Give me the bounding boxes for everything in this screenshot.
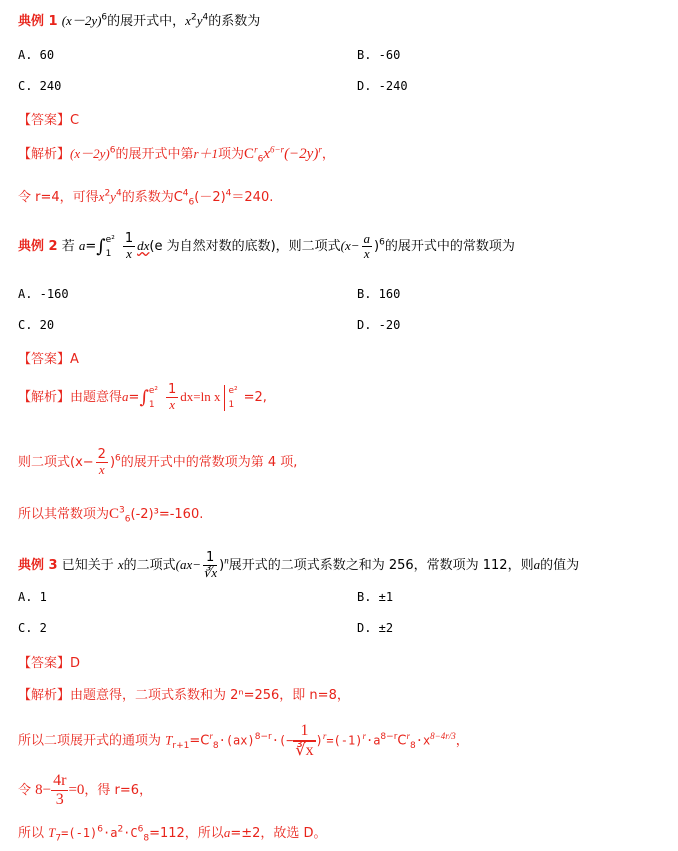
- ex2-sol3-binom: C: [109, 506, 120, 522]
- ex2-sol1-a: 由题意得: [70, 390, 123, 405]
- ex3-question-a: 已知关于: [61, 558, 114, 573]
- ex2-sol1-bar-low: 1: [228, 399, 235, 410]
- ex3-sol2-k: ，: [455, 733, 469, 749]
- ex3-sol4-c: =(-1): [61, 826, 98, 840]
- ex1-term-x: x: [185, 13, 191, 28]
- ex1-sol1-d: 项为: [218, 147, 245, 162]
- ex2-sol1-dx: dx=ln x: [180, 389, 221, 404]
- ex2-bin-exp: 6: [379, 237, 385, 248]
- ex3-sol2-g: =(-1): [326, 733, 363, 748]
- ex2-question-a: 若: [61, 239, 75, 254]
- ex2-sol3-binom-sub: 6: [124, 514, 131, 525]
- ex2-bin-den: x: [363, 246, 370, 261]
- ex2-answer: 【答案】A: [18, 352, 79, 367]
- ex3-sol4-e-sup: 6: [137, 824, 144, 835]
- ex2-solution-label: 【解析】: [18, 390, 71, 405]
- ex1-solution-line2: [18, 186, 273, 208]
- ex1-term-y: y: [196, 13, 203, 28]
- ex2-option-a: A. -160: [18, 287, 69, 301]
- ex3-sol2-T: T: [165, 732, 173, 748]
- ex2-sol1-bar-limits: [228, 384, 237, 412]
- ex3-sol4-f: =112，所以: [149, 826, 224, 841]
- ex3-bin-open: (ax−: [175, 557, 202, 572]
- ex1-expr: (x－2y): [61, 13, 102, 28]
- ex1-solution-label: 【解析】: [18, 147, 71, 162]
- ex1-sol1-c: r＋1: [193, 146, 219, 161]
- ex3-solution-line3: [18, 772, 152, 809]
- ex2-option-d: D. -20: [357, 318, 401, 332]
- ex2-frac-num: 1: [124, 231, 134, 246]
- ex2-frac-den: x: [126, 246, 132, 261]
- ex3-sol3-d: ，得 r=6，: [84, 783, 153, 798]
- ex3-solution-line2: [18, 722, 469, 760]
- ex2-bin-num: a: [363, 231, 371, 246]
- ex3-sol2-frac: [293, 722, 315, 760]
- ex3-sol3-b: 8−: [35, 782, 52, 798]
- ex3-question-x: x: [117, 557, 124, 572]
- ex3-bin-exp: n: [224, 555, 229, 566]
- ex2-frac: [123, 232, 135, 261]
- ex2-question: [18, 232, 515, 261]
- ex2-sol2-den: x: [98, 462, 105, 477]
- integral-sign: ∫: [96, 236, 106, 257]
- ex1-option-d: D. -240: [357, 79, 408, 93]
- ex1-expr-exp: 6: [101, 12, 108, 23]
- ex1-sol1-binom-sup: r: [254, 144, 258, 155]
- ex3-sol4-d-sup: 2: [117, 824, 124, 835]
- ex1-option-a: A. 60: [18, 48, 55, 62]
- ex1-question-mid: 的展开式中，: [107, 14, 186, 29]
- ex3-sol2-j-sup: 8−4r/3: [430, 731, 456, 742]
- ex3-question-b: 的二项式: [123, 558, 176, 573]
- ex3-sol2-j: ·x: [415, 733, 431, 748]
- ex3-sol3-frac: [51, 772, 68, 809]
- ex2-sol2-exp: 6: [115, 453, 121, 464]
- ex1-question: [18, 10, 260, 29]
- ex1-option-b: B. -60: [357, 48, 401, 62]
- ex1-sol1-g: (−2y): [284, 146, 319, 162]
- evaluation-bar: [224, 385, 225, 411]
- ex3-sol1-text: 由题意得，二项式系数和为 2ⁿ=256，即 n=8，: [70, 688, 350, 703]
- ex1-sol1-x: x: [263, 146, 270, 162]
- ex2-question-c: 的展开式中的常数项为: [384, 239, 515, 254]
- integral-sign: ∫: [139, 387, 149, 408]
- ex2-solution-line2: [18, 448, 297, 477]
- ex3-question-d: 的值为: [540, 558, 580, 573]
- ex3-sol4-T-sub: 7: [55, 833, 62, 844]
- ex1-sol2-binom-sup: 4: [182, 188, 189, 199]
- ex2-sol2-frac: [96, 448, 108, 477]
- ex1-sol2-x-sup: 2: [104, 188, 111, 199]
- ex3-sol3-a: 令: [18, 783, 32, 798]
- ex3-sol3-c: =0: [68, 782, 85, 798]
- ex2-sol1-upper: e²: [148, 385, 158, 396]
- ex3-option-a: A. 1: [18, 590, 47, 604]
- ex3-sol4-c-sup: 6: [97, 824, 103, 835]
- ex1-solution-line1: [18, 143, 335, 165]
- ex2-sol1-limits: [149, 384, 158, 412]
- ex3-sol2-g-sup: r: [362, 731, 366, 742]
- ex3-sol2-f-sup: r: [322, 731, 327, 742]
- ex2-sol1-frac-den: x: [169, 397, 176, 412]
- ex3-sol4-g: a: [223, 825, 231, 840]
- ex3-answer: 【答案】D: [18, 656, 81, 671]
- ex1-sol1-a: (x－2y): [70, 146, 110, 161]
- ex3-sol2-C-sup: r: [209, 731, 213, 742]
- ex2-solution-line1: [18, 383, 267, 412]
- ex2-sol1-eq: =: [128, 390, 140, 405]
- ex1-sol2-binom-sub: 6: [188, 197, 195, 208]
- ex2-bin-open: (x−: [340, 238, 360, 253]
- ex1-sol1-exp: 6: [109, 145, 116, 156]
- ex3-sol2-num: 1: [293, 722, 315, 741]
- ex3-bin-num: 1: [203, 551, 217, 566]
- ex2-sol1-frac: [166, 383, 178, 412]
- ex2-eq: =: [85, 239, 97, 254]
- ex2-option-b: B. 160: [357, 287, 401, 301]
- ex3-option-c: C. 2: [18, 621, 47, 635]
- ex3-sol2-h-sup: 8−r: [380, 732, 398, 743]
- ex1-label: 典例 1: [18, 14, 58, 29]
- ex2-var-a: a: [78, 238, 86, 253]
- ex2-sol2-b: ): [109, 455, 116, 470]
- ex3-sol2-i-sub: 8: [409, 741, 416, 752]
- ex3-sol2-i: C: [397, 733, 407, 749]
- ex1-sol1-x-sup: 6−r: [269, 144, 285, 155]
- ex1-question-end: 的系数为: [208, 14, 261, 29]
- ex2-label: 典例 2: [18, 239, 58, 254]
- ex1-sol1-g-sup: r: [318, 144, 322, 155]
- ex1-sol2-a: 令 r=4，可得: [18, 190, 99, 205]
- ex1-term-x-exp: 2: [190, 12, 197, 23]
- ex3-option-d: D. ±2: [357, 621, 394, 635]
- ex2-sol3-a: 所以其常数项为: [18, 507, 110, 522]
- ex1-sol2-f-sup: 4: [225, 188, 232, 199]
- ex2-sol3-binom-sup: 3: [119, 505, 125, 516]
- ex2-solution-line3: [18, 503, 203, 525]
- ex3-sol4-T: T: [48, 825, 56, 840]
- ex3-sol3-num: 4r: [53, 772, 67, 789]
- ex2-sol2-a: 则二项式(x−: [18, 455, 94, 470]
- ex3-solution-line4: [18, 822, 327, 844]
- ex2-sol2-num: 2: [97, 447, 106, 462]
- ex3-sol4-h: =±2，故选 D。: [230, 826, 327, 841]
- ex2-lower: 1: [105, 248, 112, 259]
- ex3-sol2-d-sup: 8−r: [254, 732, 272, 743]
- ex3-sol2-a: 所以二项展开式的通项为: [18, 733, 162, 749]
- ex2-question-b: (e 为自然对数的底数)，则二项式: [149, 239, 341, 254]
- ex1-answer: 【答案】C: [18, 113, 80, 128]
- ex1-sol2-f: (－2): [194, 190, 226, 205]
- ex1-term-y-exp: 4: [202, 12, 209, 23]
- ex3-sol4-a: 所以: [18, 826, 45, 841]
- ex2-bin-frac: [362, 232, 373, 261]
- ex3-sol2-h: ·a: [365, 733, 381, 748]
- ex3-sol2-C-sub: 8: [212, 741, 219, 752]
- ex3-sol4-e: ·C: [123, 826, 138, 840]
- ex3-sol2-i-sup: r: [406, 731, 410, 742]
- ex2-sol1-frac-num: 1: [167, 382, 177, 397]
- ex3-question-c: 展开式的二项式系数之和为 256，常数项为 112，则: [228, 558, 534, 573]
- ex1-sol1-b: 的展开式中第: [115, 147, 194, 162]
- ex2-integral-limits: [106, 233, 115, 261]
- ex2-sol1-bar-up: e²: [228, 385, 238, 396]
- ex3-solution-line1: [18, 684, 350, 703]
- ex1-option-c: C. 240: [18, 79, 62, 93]
- ex2-sol2-c: 的展开式中的常数项为第 4 项,: [120, 455, 298, 470]
- ex3-sol2-C: =C: [189, 733, 210, 749]
- ex3-label: 典例 3: [18, 558, 58, 573]
- ex1-sol2-g: ＝240.: [231, 190, 274, 205]
- ex2-bin-close: ): [374, 239, 380, 254]
- ex3-bin-close: ): [219, 558, 225, 573]
- ex3-option-b: B. ±1: [357, 590, 394, 604]
- ex1-sol2-d: 的系数为: [121, 190, 174, 205]
- ex3-bin-den: ∛x: [203, 565, 218, 580]
- ex1-sol2-y: y: [110, 189, 116, 204]
- ex3-solution-label: 【解析】: [18, 688, 71, 703]
- ex3-question-var: a: [533, 557, 541, 572]
- ex3-sol3-den: 3: [55, 791, 64, 808]
- ex2-sol1-var: a: [122, 389, 129, 404]
- ex1-sol2-x: x: [98, 189, 105, 204]
- ex2-sol1-lower: 1: [148, 399, 155, 410]
- ex3-sol2-d: ·(ax): [218, 733, 255, 748]
- ex3-sol2-f: ): [315, 733, 323, 748]
- ex2-option-c: C. 20: [18, 318, 55, 332]
- ex1-sol1-binom-sub: 6: [257, 154, 264, 165]
- ex2-dx: dx: [137, 238, 150, 253]
- ex2-sol1-end: =2,: [243, 390, 267, 405]
- ex3-sol4-e-sub: 8: [143, 833, 150, 844]
- ex3-sol2-den: ∛x: [295, 742, 314, 759]
- ex3-sol2-T-sub: r+1: [172, 741, 190, 752]
- ex3-sol4-d: ·a: [102, 826, 118, 840]
- ex1-sol2-y-sup: 4: [115, 188, 122, 199]
- ex3-question: [18, 551, 579, 580]
- ex3-sol2-e: ·(−: [271, 733, 294, 748]
- ex1-sol1-binom: C: [244, 146, 255, 162]
- ex1-sol1-h: ，: [321, 147, 335, 162]
- ex1-sol2-binom: C: [173, 190, 183, 205]
- ex3-bin-frac: [203, 551, 217, 580]
- ex2-sol3-b: (-2)³=-160.: [130, 507, 204, 522]
- ex2-upper: e²: [105, 234, 115, 245]
